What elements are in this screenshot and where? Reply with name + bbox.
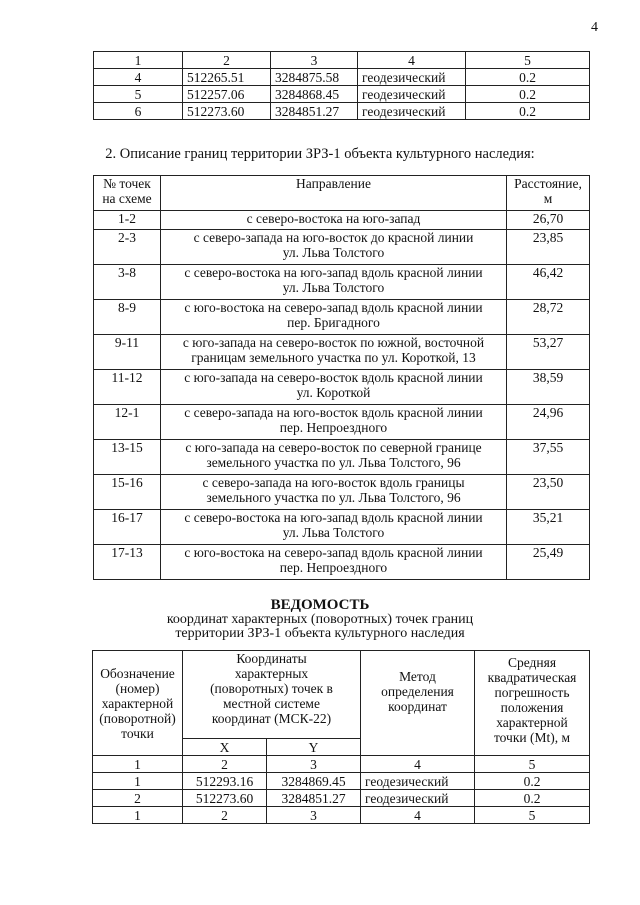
points-cell: 12-1 xyxy=(94,405,161,440)
table-cell: геодезический xyxy=(358,103,466,120)
table-cell: 512257.06 xyxy=(183,86,271,103)
vedomost-subtitle-line2: территории ЗРЗ-1 объекта культурного наследия xyxy=(175,626,465,641)
table-header-row xyxy=(93,651,590,739)
table-row xyxy=(94,300,590,335)
direction-cell: с северо-запада на юго-восток вдоль границы земельного участка по ул. Льва Толстого, 96 xyxy=(161,475,507,510)
direction-cell: с юго-востока на северо-запад вдоль красной линии пер. Непроездного xyxy=(161,545,507,580)
table-cell: 3284875.58 xyxy=(271,69,358,86)
direction-cell: с северо-востока на юго-запад вдоль красной линии ул. Льва Толстого xyxy=(161,265,507,300)
direction-cell: с северо-запада на юго-восток вдоль красной линии пер. Непроездного xyxy=(161,405,507,440)
table-row xyxy=(94,86,590,103)
distance-cell: 23,85 xyxy=(507,230,590,265)
table-footer-row xyxy=(93,807,590,824)
table-cell: 0.2 xyxy=(466,69,590,86)
page-number: 4 xyxy=(591,20,598,35)
points-cell: 13-15 xyxy=(94,440,161,475)
table-cell: 512273.60 xyxy=(183,103,271,120)
table-cell: 3 xyxy=(267,756,361,773)
direction-cell: с юго-запада на северо-восток вдоль красной линии ул. Короткой xyxy=(161,370,507,405)
table-cell: 5 xyxy=(475,756,590,773)
table-cell: геодезический xyxy=(358,69,466,86)
table-header-row xyxy=(94,176,590,211)
points-cell: 1-2 xyxy=(94,211,161,230)
table-cell: 512293.16 xyxy=(183,773,267,790)
table-row xyxy=(94,265,590,300)
boundary-description-table xyxy=(93,175,590,580)
table-cell: геодезический xyxy=(358,86,466,103)
section-2-heading: 2. Описание границ территории ЗРЗ-1 объекта культурного наследия: xyxy=(105,146,535,162)
table-row xyxy=(94,230,590,265)
points-cell: 8-9 xyxy=(94,300,161,335)
direction-cell: с северо-востока на юго-запад вдоль красной линии ул. Льва Толстого xyxy=(161,510,507,545)
distance-cell: 26,70 xyxy=(507,211,590,230)
distance-cell: 38,59 xyxy=(507,370,590,405)
header-point-designation: Обозначение (номер) характерной (поворотной) точки xyxy=(93,651,183,756)
vedomost-subtitle-line1: координат характерных (поворотных) точек границ xyxy=(166,612,474,627)
table-cell: 3284869.45 xyxy=(267,773,361,790)
table-row xyxy=(94,211,590,230)
table-row xyxy=(94,475,590,510)
table-header-row xyxy=(94,52,590,69)
table-cell: 2 xyxy=(183,756,267,773)
table-cell: 0.2 xyxy=(466,86,590,103)
direction-cell: с юго-запада на северо-восток по северной границе земельного участка по ул. Льва Толстого, 96 xyxy=(161,440,507,475)
direction-cell: с юго-востока на северо-запад вдоль красной линии пер. Бригадного xyxy=(161,300,507,335)
points-cell: 17-13 xyxy=(94,545,161,580)
vedomost-coordinates-table xyxy=(92,650,590,824)
direction-cell: с северо-запада на юго-восток до красной линии ул. Льва Толстого xyxy=(161,230,507,265)
table-row xyxy=(94,103,590,120)
table-row xyxy=(94,69,590,86)
table-cell: 0.2 xyxy=(466,103,590,120)
table-cell: 512273.60 xyxy=(183,790,267,807)
header-points: № точек на схеме xyxy=(94,176,161,211)
table-cell: 3284851.27 xyxy=(267,790,361,807)
header-direction: Направление xyxy=(161,176,507,211)
vedomost-title: ВЕДОМОСТЬ xyxy=(270,597,370,613)
header-accuracy: Средняя квадратическая погрешность положения характерной точки (Mt), м xyxy=(475,651,590,756)
points-cell: 16-17 xyxy=(94,510,161,545)
table-cell: 3 xyxy=(271,52,358,69)
table-cell: 4 xyxy=(94,69,183,86)
header-method: Метод определения координат xyxy=(361,651,475,756)
table-cell: 1 xyxy=(93,756,183,773)
direction-cell: с северо-востока на юго-запад xyxy=(161,211,507,230)
table-numbering-row xyxy=(93,756,590,773)
table-cell: 0.2 xyxy=(475,773,590,790)
table-cell: 1 xyxy=(93,807,183,824)
table-cell: 4 xyxy=(358,52,466,69)
header-x: X xyxy=(183,739,267,756)
table-row xyxy=(94,545,590,580)
table-row xyxy=(94,370,590,405)
table-cell: геодезический xyxy=(361,773,475,790)
distance-cell: 37,55 xyxy=(507,440,590,475)
table-cell: 3 xyxy=(267,807,361,824)
table-cell: 0.2 xyxy=(475,790,590,807)
table-row xyxy=(94,335,590,370)
distance-cell: 23,50 xyxy=(507,475,590,510)
points-cell: 2-3 xyxy=(94,230,161,265)
table-cell: 1 xyxy=(94,52,183,69)
table-cell: 512265.51 xyxy=(183,69,271,86)
distance-cell: 53,27 xyxy=(507,335,590,370)
coordinates-table-continuation xyxy=(93,51,590,120)
distance-cell: 35,21 xyxy=(507,510,590,545)
points-cell: 3-8 xyxy=(94,265,161,300)
header-y: Y xyxy=(267,739,361,756)
points-cell: 11-12 xyxy=(94,370,161,405)
table-cell: 3284868.45 xyxy=(271,86,358,103)
table-cell: 5 xyxy=(466,52,590,69)
table-cell: 4 xyxy=(361,756,475,773)
table-row xyxy=(94,440,590,475)
direction-cell: с юго-запада на северо-восток по южной, восточной границам земельного участка по ул. Короткой, 13 xyxy=(161,335,507,370)
distance-cell: 25,49 xyxy=(507,545,590,580)
table-row xyxy=(93,790,590,807)
points-cell: 9-11 xyxy=(94,335,161,370)
table-cell: 5 xyxy=(94,86,183,103)
table-cell: 5 xyxy=(475,807,590,824)
table-cell: 1 xyxy=(93,773,183,790)
table-row xyxy=(93,773,590,790)
table-cell: 4 xyxy=(361,807,475,824)
table-row xyxy=(94,405,590,440)
distance-cell: 28,72 xyxy=(507,300,590,335)
distance-cell: 46,42 xyxy=(507,265,590,300)
distance-cell: 24,96 xyxy=(507,405,590,440)
header-coordinates: Координаты характерных (поворотных) точек в местной системе координат (МСК-22) xyxy=(183,651,361,739)
table-cell: 2 xyxy=(93,790,183,807)
header-distance: Расстояние, м xyxy=(507,176,590,211)
table-cell: геодезический xyxy=(361,790,475,807)
table-cell: 6 xyxy=(94,103,183,120)
table-cell: 2 xyxy=(183,52,271,69)
table-cell: 3284851.27 xyxy=(271,103,358,120)
table-row xyxy=(94,510,590,545)
points-cell: 15-16 xyxy=(94,475,161,510)
table-cell: 2 xyxy=(183,807,267,824)
